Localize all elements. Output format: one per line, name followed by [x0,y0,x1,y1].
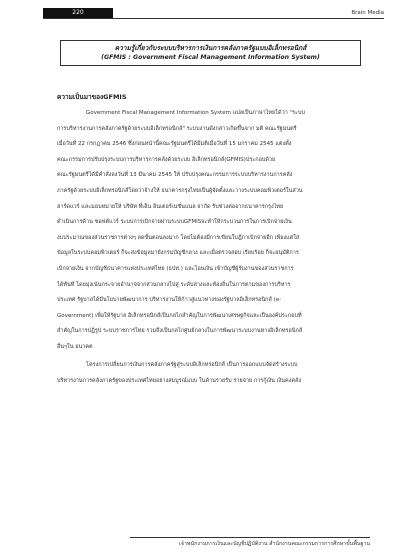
text-line: งบประมาณของส่วนราชการต่างๆ ลดขั้นตอนลงมาก โดยไม่ต้องมีการเขียนใบฎีกาเบิกจ่ายอีก เพียงแต่ใส่ [57,234,300,241]
text-line: โครงการเปลี่ยนการเงินการคลังภาครัฐสู่ระบบอิเล็กทรอนิกส์ เป็นการออกแบบจัดสร้างระบบ [86,362,298,368]
text-line: คณะรัฐมนตรีได้มีคำสั่งลงวันที่ 13 มีนาคม 2545 ให้ ปรับปรุงคณะกรรมการระบบบริหารงานการคลัง [57,172,293,179]
title-english: (GFMIS : Government Fiscal Management Information System) [101,54,320,61]
page-number: 220 [43,8,113,18]
text-line: เบิกจ่ายเงิน จากบัญชีธนาคารแห่งประเทศไทย (ธปท.) และโอนเงิน เข้าบัญชีผู้รับงานของส่วนราชการ [57,265,294,272]
title-box [60,40,361,66]
paragraph-2 [57,358,369,389]
text-line: คณะกรรมการปรับปรุงระบบการบริหารการคลังด้วยระบบ อิเล็กทรอนิกส์(GFMIS)ประกอบด้วย [57,156,276,163]
title-thai: ความรู้เกี่ยวกับระบบบริหารการเงินการคลังภาครัฐแบบอิเล็กทรอนิกส์ [114,44,307,52]
text-line: สำคัญในการปฏิรูป ระบบราชการไทย รวมถึงเป็นกลไกศูนย์กลางในการพัฒนาระบบงานทางอิเล็กทรอนิกส์ [57,328,303,335]
text-line: Government Fiscal Management Information System แปลเป็นภาษาไทยได้ว่า "ระบบ [86,110,305,116]
text-line: บริหารงานการคลังภาครัฐของประเทศไทยอย่างสมบูรณ์แบบ ในด้านรายรับ รายจ่าย การกู้เงิน เงินคงคลัง [57,377,302,384]
text-line: ดำเนินการด้าน ซอฟต์แวร์ ระบบการเบิกจ่ายผ่านระบบGFMISจะทำให้กระบวนการในการเบิกจ่ายเงิน [57,219,292,226]
text-line: อื่นๆใน อนาคต [57,343,93,350]
text-line: เมื่อวันที่ 22 กรกฎาคม 2546 ซึ่งก่อนหน้านี้คณะรัฐมนตรีได้มีมติเมื่อวันที่ 15 มกราคม 2545 แต่งตั้ง [57,141,292,148]
section-heading: ความเป็นมาของGFMIS [57,93,127,101]
brand-name: Brain Media [351,10,384,16]
text-line: ข้อมูลในระบบคอมพิวเตอร์ ก็จะส่งข้อมูลมายังกรมบัญชีกลาง และเมื่อตรวจสอบ เรียบร้อย ก็จะอนุมัติการ [57,250,299,257]
text-line: ได้ทันที โดยมุ่งเน้นกระจายอำนาจจากส่วนกลางไปสู่ ระดับล่างและท้องถิ่นในการตามของการบริหาร [57,281,291,288]
text-line: การบริหารงานการคลังภาครัฐด้วยระบบอิเล็กทรอนิกส์" ระบบงานดังกล่าวเกิดขึ้นจาก มติ คณะรัฐมนตรี [57,125,297,132]
text-line: ภาครัฐด้วยระบบอิเล็กทรอนิกส์โดยว่าจ้างให้ ธนาคารกรุงไทยเป็นผู้จัดตั้งและวางระบบคอมพิวเตอร์ในส่วน [57,187,303,194]
text-line: Government) เพื่อให้รัฐบาล อิเล็กทรอนิกส์เป็นกลไกสำคัญในการพัฒนาเศรษฐกิจและเป็นองค์ประกอบที่ [57,312,302,319]
text-line: ประเทศ รัฐบาลได้มีนโยบายพัฒนาการ บริหารงานให้ก้าวสู่แนวทางของรัฐบาลอิเล็กทรอนิกส์ (e- [57,297,282,304]
page-header [43,8,384,19]
text-line: ฮาร์ดแวร์ และมอบหมายให้ บริษัท ที่เอ็น อินเตอร์เนชั่นแนล จากัด รับช่วงต่อจากธนาคารกรุงไทย [57,203,284,210]
page-footer: เจ้าพนักงานการเงินและบัญชีปฏิบัติงาน สำนักงานคณะกรรมการการศึกษาขั้นพื้นฐาน [130,537,370,548]
paragraph-1 [57,106,369,356]
